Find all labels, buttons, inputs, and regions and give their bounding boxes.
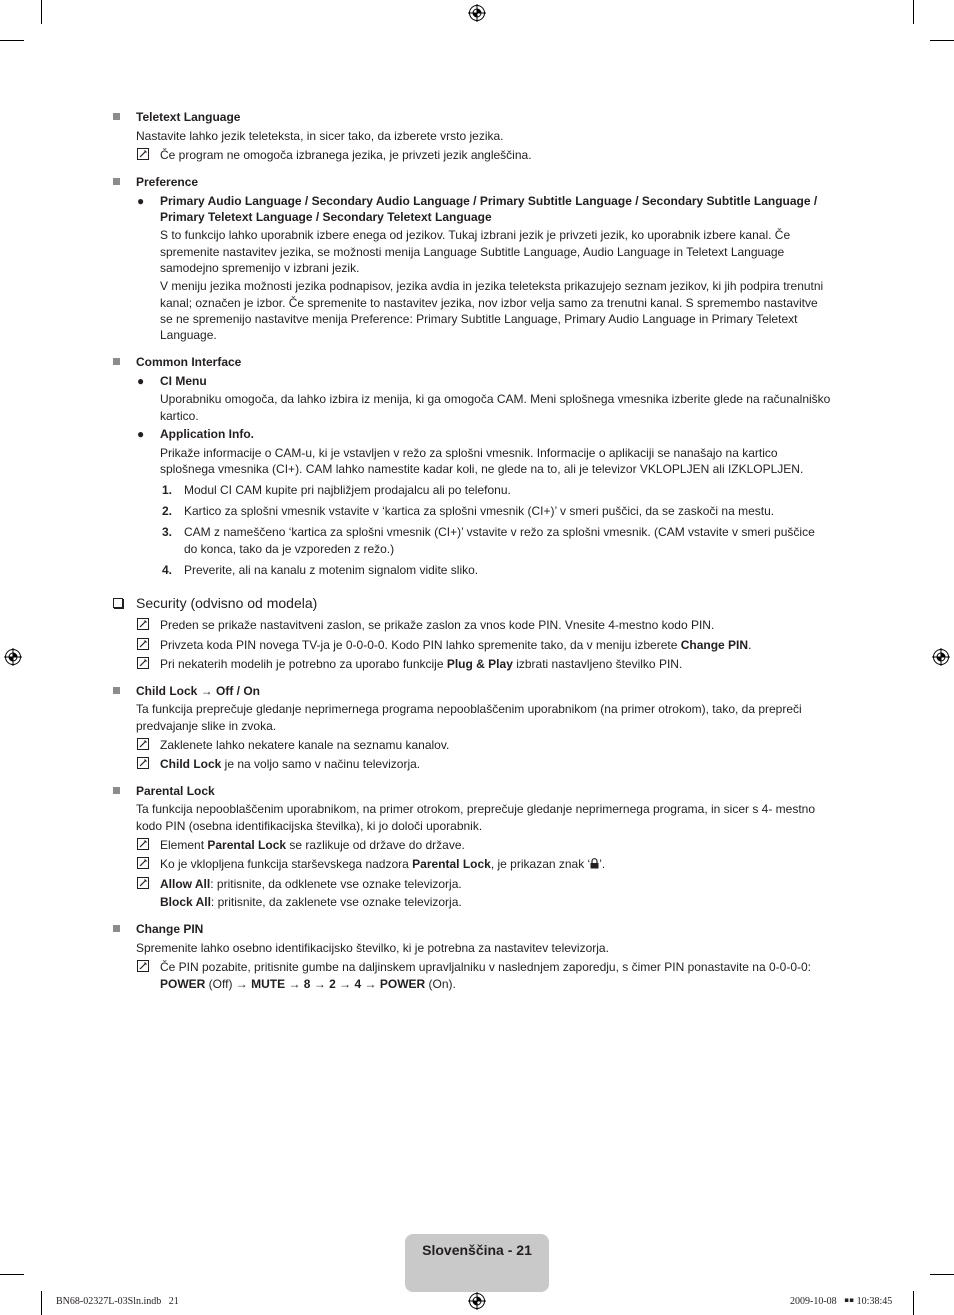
dot-bullet-icon: ● — [137, 194, 145, 208]
child-lock-note — [160, 756, 420, 772]
child-lock-text: predvajanje slike in zvoka. — [136, 719, 277, 733]
dot-bullet-icon: ● — [137, 374, 145, 388]
step-text: Modul CI CAM kupite pri najbližjem prodajalcu ali po telefonu. — [184, 483, 511, 497]
sequence-separator: (On). — [425, 977, 456, 991]
crop-mark — [41, 1291, 42, 1315]
parental-lock-heading: Parental Lock — [136, 784, 215, 798]
change-pin-heading: Change PIN — [136, 922, 204, 936]
step-text: CAM z nameščeno ‘kartica za splošni vmesnik (CI+)’ vstavite v režo za splošni vmesnik. (CAM vstavite v smeri puščice — [184, 525, 815, 539]
preference-text: Language. — [160, 328, 217, 342]
note-text: Element — [160, 838, 208, 852]
security-note — [160, 637, 751, 653]
crop-mark — [930, 1274, 954, 1275]
preference-bullet-title: Primary Teletext Language / Secondary Teletext Language — [160, 210, 492, 224]
note-emphasis: Allow All — [160, 877, 211, 891]
crop-mark — [913, 1291, 914, 1315]
note-icon — [137, 738, 149, 750]
sequence-key: 2 — [329, 977, 336, 991]
security-note: Preden se prikaže nastavitveni zaslon, se prikaže zaslon za vnos kode PIN. Vnesite 4-mestno kodo PIN. — [160, 618, 715, 632]
page-number: Slovenščina - 21 — [422, 1242, 532, 1258]
dot-bullet-icon: ● — [137, 427, 145, 441]
change-pin-note: Če PIN pozabite, pritisnite gumbe na daljinskem upravljalniku v naslednjem zaporedju, s čimer PIN ponastavite na 0-0-0-0: — [160, 960, 811, 974]
note-icon — [137, 960, 149, 972]
note-text: : pritisnite, da odklenete vse oznake televizorja. — [210, 877, 462, 891]
preference-text: kanal; označen je izbor. Če spremenite to nastavitev jezika, nov izbor velja samo za trenutni kanal. S spremembo nastavitve — [160, 296, 818, 310]
sequence-separator: → — [285, 977, 304, 991]
registration-mark-icon — [932, 648, 950, 666]
note-text: Pri nekaterih modelih je potrebno za uporabo funkcije — [160, 657, 447, 671]
note-text: Ko je vklopljena funkcija starševskega nadzora — [160, 857, 413, 871]
note-emphasis: Block All — [160, 895, 211, 909]
sequence-separator: (Off) → — [205, 977, 252, 991]
crop-mark — [0, 1274, 24, 1275]
note-icon — [137, 638, 149, 650]
common-interface-heading: Common Interface — [136, 355, 242, 369]
sequence-separator: → — [310, 977, 330, 991]
crop-mark — [913, 0, 914, 24]
step-number: 1. — [162, 483, 173, 497]
parental-lock-text: kodo PIN (osebna identifikacijska številka), ki jo določi uporabnik. — [136, 819, 483, 833]
parental-lock-note — [160, 837, 465, 853]
step-number: 2. — [162, 504, 173, 518]
step-text: Kartico za splošni vmesnik vstavite v ‘kartica za splošni vmesnik (CI+)’ v smeri puščici, da se zaskoči na mestu. — [184, 504, 775, 518]
child-lock-note: Zaklenete lahko nekatere kanale na seznamu kanalov. — [160, 738, 450, 752]
ci-menu-text: kartico. — [160, 409, 199, 423]
note-icon — [137, 657, 149, 669]
note-icon — [137, 877, 149, 889]
sequence-separator: → — [335, 977, 355, 991]
square-bullet-icon — [113, 787, 120, 794]
note-text: , je prikazan znak ‘ — [490, 857, 591, 871]
note-icon — [137, 857, 149, 869]
sequence-key: POWER — [379, 977, 426, 991]
ci-menu-title: CI Menu — [160, 374, 207, 388]
step-number: 4. — [162, 563, 173, 577]
registration-mark-icon — [4, 648, 22, 666]
preference-text: se ne spremenijo nastavitve menija Preference: Primary Subtitle Language, Primary Audio Language in Primary Teletext — [160, 312, 798, 326]
registration-mark-icon — [468, 1292, 486, 1310]
sequence-key: 8 — [303, 977, 311, 991]
ci-menu-text: Uporabniku omogoča, da lahko izbira iz menija, ki ga omogoča CAM. Meni splošnega vmesnika izberite glede na računalniško — [160, 392, 831, 406]
crop-mark — [41, 0, 42, 24]
note-emphasis: Parental Lock — [412, 857, 491, 871]
sequence-key: POWER — [160, 977, 206, 991]
note-emphasis: Plug & Play — [446, 657, 513, 671]
note-text: je na voljo samo v načinu televizorja. — [221, 757, 421, 771]
print-slug-file: BN68-02327L-03Sln.indb 21 — [56, 1296, 179, 1307]
app-info-text: Prikaže informacije o CAM-u, ki je vstavljen v režo za splošni vmesnik. Informacije o aplikaciji se nanašajo na kartico — [160, 446, 778, 460]
crop-mark — [0, 40, 24, 41]
child-lock-text: Ta funkcija preprečuje gledanje neprimernega programa nepooblaščenim uporabnikom (na primer otrokom), tako, da prepreči — [136, 702, 802, 716]
note-text: ’. — [599, 857, 606, 871]
teletext-heading: Teletext Language — [136, 110, 241, 124]
preference-heading: Preference — [136, 175, 199, 189]
parental-lock-note — [160, 894, 462, 910]
square-bullet-icon — [113, 113, 120, 120]
note-icon — [137, 148, 149, 160]
change-pin-text: Spremenite lahko osebno identifikacijsko številko, ki je potrebna za nastavitev televizorja. — [136, 941, 609, 955]
note-emphasis: Child Lock — [160, 757, 222, 771]
note-text: izbrati nastavljeno številko PIN. — [512, 657, 683, 671]
note-emphasis: Change PIN — [680, 638, 749, 652]
child-lock-heading: Child Lock → Off / On — [136, 684, 260, 698]
note-emphasis: Parental Lock — [207, 838, 287, 852]
sequence-key: 4 — [354, 977, 362, 991]
print-slug-date: 2009-10-08 ￭￭ 10:38:45 — [790, 1296, 893, 1307]
square-bullet-icon — [113, 687, 120, 694]
step-text: do konca, tako da je vzporeden z režo.) — [184, 542, 395, 556]
teletext-note: Če program ne omogoča izbranega jezika, je privzeti jezik angleščina. — [160, 148, 532, 162]
note-text: : pritisnite, da zaklenete vse oznake televizorja. — [210, 895, 462, 909]
preference-bullet-title: Primary Audio Language / Secondary Audio Language / Primary Subtitle Language / Secondary Subtitle Language / — [160, 194, 818, 208]
sequence-key: MUTE — [251, 977, 286, 991]
registration-mark-icon — [468, 4, 486, 22]
app-info-text: splošnega vmesnika (CI+). CAM lahko namestite kadar koli, ne glede na to, ali je televizor VKLOPLJEN ali IZKLOPLJEN. — [160, 462, 804, 476]
parental-lock-text: Ta funkcija nepooblaščenim uporabnikom, na primer otrokom, preprečuje gledanje neprimernega programa, in sicer s 4- mestno — [136, 802, 816, 816]
preference-text: S to funkcijo lahko uporabnik izbere enega od jezikov. Tukaj izbrani jezik je privzeti jezik, ko uporabnik izbere kanal. Če — [160, 228, 791, 242]
app-info-title: Application Info. — [160, 427, 254, 441]
note-text: se razlikuje od države do države. — [286, 838, 465, 852]
checkbox-bullet-icon — [113, 598, 123, 608]
square-bullet-icon — [113, 358, 120, 365]
change-pin-sequence — [160, 976, 456, 992]
step-text: Preverite, ali na kanalu z motenim signalom vidite sliko. — [184, 563, 479, 577]
parental-lock-note — [160, 856, 605, 872]
note-icon — [137, 618, 149, 630]
note-icon — [137, 838, 149, 850]
note-icon — [137, 757, 149, 769]
step-number: 3. — [162, 525, 173, 539]
teletext-body: Nastavite lahko jezik teleteksta, in sicer tako, da izberete vrsto jezika. — [136, 129, 504, 143]
lock-icon — [590, 858, 599, 869]
square-bullet-icon — [113, 178, 120, 185]
security-note — [160, 656, 682, 672]
crop-mark — [930, 40, 954, 41]
parental-lock-note — [160, 876, 462, 892]
note-text: . — [748, 638, 752, 652]
square-bullet-icon — [113, 925, 120, 932]
preference-text: samodejno spremenijo v izbrani jezik. — [160, 261, 360, 275]
note-text: Privzeta koda PIN novega TV-ja je 0-0-0-0. Kodo PIN lahko spremenite tako, da v meniju izberete — [160, 638, 681, 652]
sequence-separator: → — [361, 977, 380, 991]
preference-text: V meniju jezika možnosti jezika podnapisov, jezika avdia in jezika teleteksta prikazujejo seznam jezikov, ki jih podpira trenutni — [160, 279, 824, 293]
security-title: Security (odvisno od modela) — [136, 595, 318, 611]
preference-text: spremenite nastavitev jezika, se možnosti menija Language Subtitle Language, Audio Language in Teletext Language — [160, 245, 785, 259]
